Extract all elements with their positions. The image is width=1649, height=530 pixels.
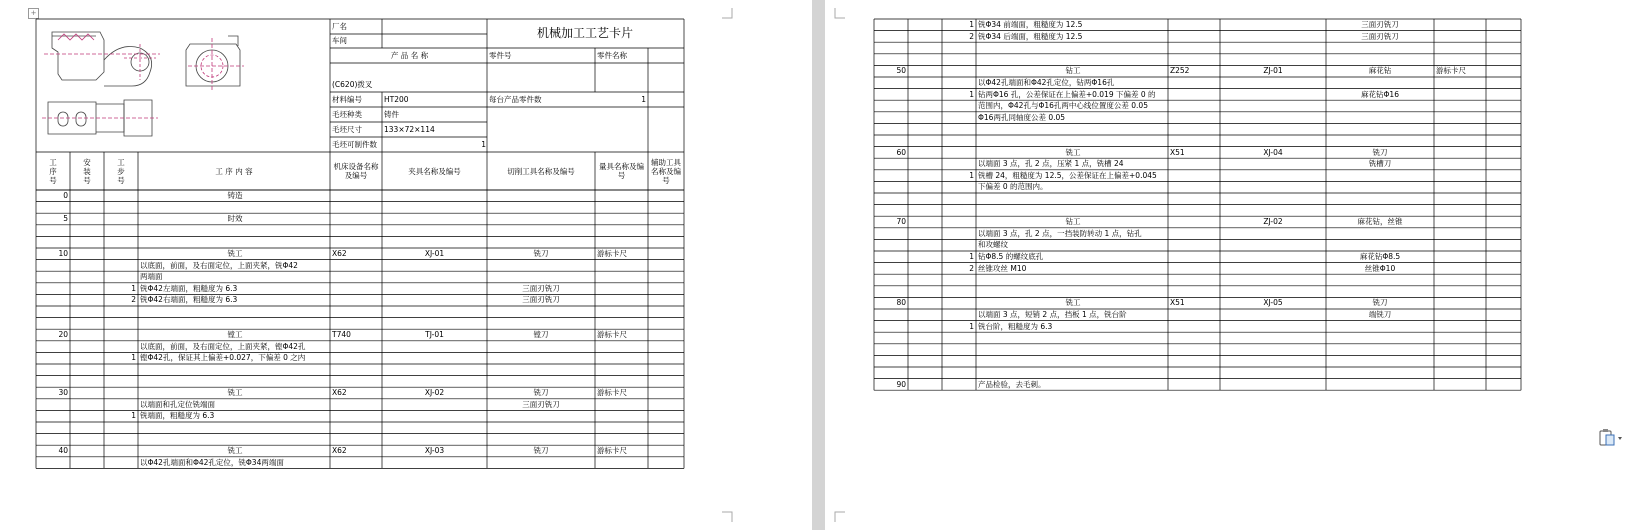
process-content: 铣端面，粗糙度为 6.3 (140, 411, 215, 421)
blank-size-label: 毛坯尺寸 (332, 125, 362, 134)
machine-value: Z252 (1170, 66, 1190, 76)
fixture-value: XJ-05 (1263, 298, 1283, 308)
process-content: 丝锥攻丝 M10 (978, 263, 1027, 273)
header-step-no: 工步号 (117, 157, 125, 185)
measuring-tool-value: 游标卡尺 (1436, 66, 1466, 76)
cutting-tool-value: 三面刃铣刀 (522, 399, 560, 409)
process-title: 铣工 (227, 446, 243, 456)
header-measuring-tool: 量具名称及编号 (599, 162, 644, 180)
machine-value: T740 (332, 330, 351, 340)
process-content: 以端面 3 点，短销 2 点，挡板 1 点，铣台阶 (978, 310, 1127, 319)
measuring-tool-value: 游标卡尺 (597, 249, 627, 258)
machine-value: X62 (332, 388, 347, 398)
step-number: 2 (969, 31, 974, 41)
parts-per-product-value: 1 (641, 95, 646, 104)
process-number: 60 (896, 147, 906, 157)
blank-type-value: 铸件 (384, 110, 399, 119)
card-title: 机械加工工艺卡片 (536, 26, 633, 40)
process-content: 钻两Φ16 孔，公差保证在上偏差+0.019 下偏差 0 的 (978, 89, 1156, 99)
process-number: 40 (58, 446, 68, 456)
step-number: 1 (131, 283, 136, 293)
product-name-value: (C620)拨叉 (332, 80, 373, 89)
process-number: 90 (896, 379, 906, 389)
material-no-value: HT200 (384, 95, 409, 104)
measuring-tool-value: 游标卡尺 (597, 388, 627, 398)
process-number: 70 (896, 217, 906, 227)
process-title: 铸造 (227, 191, 243, 200)
part-name-label: 零件名称 (597, 51, 627, 60)
cutting-tool-value: 麻花钻 (1368, 66, 1392, 76)
cutting-tool-value: 三面刃铣刀 (522, 295, 560, 305)
cutting-tool-value: 镗刀 (533, 330, 549, 340)
process-content: 铣台阶，粗糙度为 6.3 (978, 321, 1053, 331)
step-number: 2 (131, 295, 136, 305)
fixture-value: XJ-03 (424, 446, 445, 456)
step-number: 1 (969, 89, 974, 99)
step-number: 1 (969, 170, 974, 180)
process-content: 产品检验，去毛刺。 (978, 379, 1046, 389)
header-fixture: 夹具名称及编号 (408, 166, 461, 176)
process-content: 下偏差 0 的范围内。 (978, 182, 1048, 192)
process-number: 5 (63, 214, 68, 224)
header-content: 工 序 内 容 (215, 166, 253, 176)
process-content: 铣Φ42左端面，粗糙度为 6.3 (140, 283, 238, 293)
cutting-tool-value: 铣刀 (533, 388, 549, 398)
process-number: 80 (896, 298, 906, 308)
cutting-tool-value: 麻花钻Φ16 (1361, 89, 1399, 99)
cutting-tool-value: 端铣刀 (1368, 310, 1392, 319)
process-number: 30 (58, 388, 68, 398)
process-content: 和攻螺纹 (978, 240, 1008, 250)
fixture-value: XJ-02 (424, 388, 445, 398)
header-cutting-tool: 切削工具名称及编号 (507, 166, 575, 176)
process-number: 10 (58, 249, 68, 258)
fixture-value: TJ-01 (425, 330, 444, 340)
cutting-tool-value: 铣刀 (1372, 147, 1388, 157)
process-content: 铣Φ42右端面，粗糙度为 6.3 (140, 295, 238, 305)
cutting-tool-value: 铣槽刀 (1368, 159, 1392, 169)
process-number: 20 (58, 330, 68, 340)
process-title: 铣工 (227, 388, 243, 398)
process-title: 钻工 (1065, 217, 1081, 227)
machine-value: X51 (1170, 147, 1185, 157)
process-title: 铣工 (1065, 298, 1081, 308)
blank-size-value: 133×72×114 (384, 125, 435, 134)
step-number: 2 (969, 263, 974, 273)
process-number: 50 (896, 66, 906, 76)
process-content: 两端面 (140, 272, 163, 282)
cutting-tool-value: 麻花钻Φ8.5 (1359, 252, 1401, 261)
process-content: 以端面和孔定位铣端面 (140, 399, 215, 409)
process-content: 镗Φ42孔，保证其上偏差+0.027，下偏差 0 之内 (140, 353, 306, 363)
step-number: 1 (969, 252, 974, 261)
process-content: 以Φ42孔端面和Φ42孔定位，钻两Φ16孔 (978, 78, 1115, 87)
cutting-tool-value: 三面刃铣刀 (1361, 31, 1399, 41)
header-process-no: 工序号 (49, 157, 57, 185)
fixture-value: XJ-04 (1263, 147, 1283, 157)
process-content: 范围内，Φ42孔与Φ16孔两中心线位置度公差 0.05 (978, 101, 1148, 111)
cutting-tool-value: 铣刀 (1372, 298, 1388, 308)
cutting-tool-value: 铣刀 (533, 446, 549, 456)
process-content: 以底面，前面，及右面定位，上面夹紧，镗Φ42孔 (140, 341, 306, 351)
process-content: 以Φ42孔端面和Φ42孔定位，铣Φ34两端面 (140, 457, 284, 467)
table-anchor-icon[interactable]: + (28, 8, 39, 19)
fixture-value: XJ-01 (424, 249, 445, 258)
cutting-tool-value: 铣刀 (533, 249, 549, 258)
measuring-tool-value: 游标卡尺 (597, 330, 627, 340)
fixture-value: ZJ-02 (1263, 217, 1283, 227)
machine-value: X51 (1170, 298, 1185, 308)
process-content: 钻Φ8.5 的螺纹底孔 (978, 252, 1044, 261)
step-number: 1 (969, 321, 974, 331)
pieces-per-blank-label: 毛坯可制件数 (332, 140, 377, 149)
process-content: 铣Φ34 后端面，粗糙度为 12.5 (978, 31, 1083, 41)
workshop-label: 车间 (332, 36, 347, 45)
product-name-label: 产 品 名 称 (390, 51, 429, 60)
header-machine: 机床设备名称及编号 (333, 162, 379, 180)
cutting-tool-value: 丝锥Φ10 (1364, 263, 1396, 273)
part-no-label: 零件号 (489, 51, 512, 60)
cutting-tool-value: 三面刃铣刀 (522, 283, 560, 293)
factory-label: 厂名 (332, 22, 347, 31)
header-install-no: 安装号 (83, 157, 91, 185)
process-content: 以底面，前面，及右面定位，上面夹紧，铣Φ42 (140, 260, 298, 270)
machine-value: X62 (332, 446, 347, 456)
step-number: 1 (969, 20, 974, 29)
cutting-tool-value: 麻花钻，丝锥 (1357, 217, 1403, 227)
step-number: 1 (131, 411, 136, 421)
process-content: Φ16两孔同轴度公差 0.05 (978, 112, 1066, 122)
fixture-value: ZJ-01 (1263, 66, 1283, 76)
process-content: 以端面 3 点，孔 2 点，一挡装防转动 1 点，钻孔 (978, 228, 1142, 238)
process-title: 铣工 (1065, 147, 1081, 157)
material-no-label: 材料编号 (332, 95, 362, 104)
process-title: 时效 (227, 214, 243, 224)
header-aux-tool: 辅助工具名称及编号 (651, 157, 681, 185)
process-content: 铣Φ34 前端面，粗糙度为 12.5 (978, 20, 1083, 29)
pieces-per-blank-value: 1 (481, 140, 486, 149)
paste-options-icon[interactable] (1598, 428, 1624, 448)
process-content: 铣槽 24，粗糙度为 12.5，公差保证在上偏差+0.045 (978, 170, 1157, 180)
parts-per-product-label: 每台产品零件数 (489, 95, 542, 104)
measuring-tool-value: 游标卡尺 (597, 446, 627, 456)
process-content: 以端面 3 点，孔 2 点，压紧 1 点，铣槽 24 (978, 159, 1124, 169)
process-title: 镗工 (227, 330, 243, 340)
process-title: 钻工 (1065, 66, 1081, 76)
cutting-tool-value: 三面刃铣刀 (1361, 20, 1399, 29)
process-title: 铣工 (227, 249, 243, 258)
blank-type-label: 毛坯种类 (332, 110, 362, 119)
process-number: 0 (63, 191, 68, 200)
step-number: 1 (131, 353, 136, 363)
machine-value: X62 (332, 249, 347, 258)
